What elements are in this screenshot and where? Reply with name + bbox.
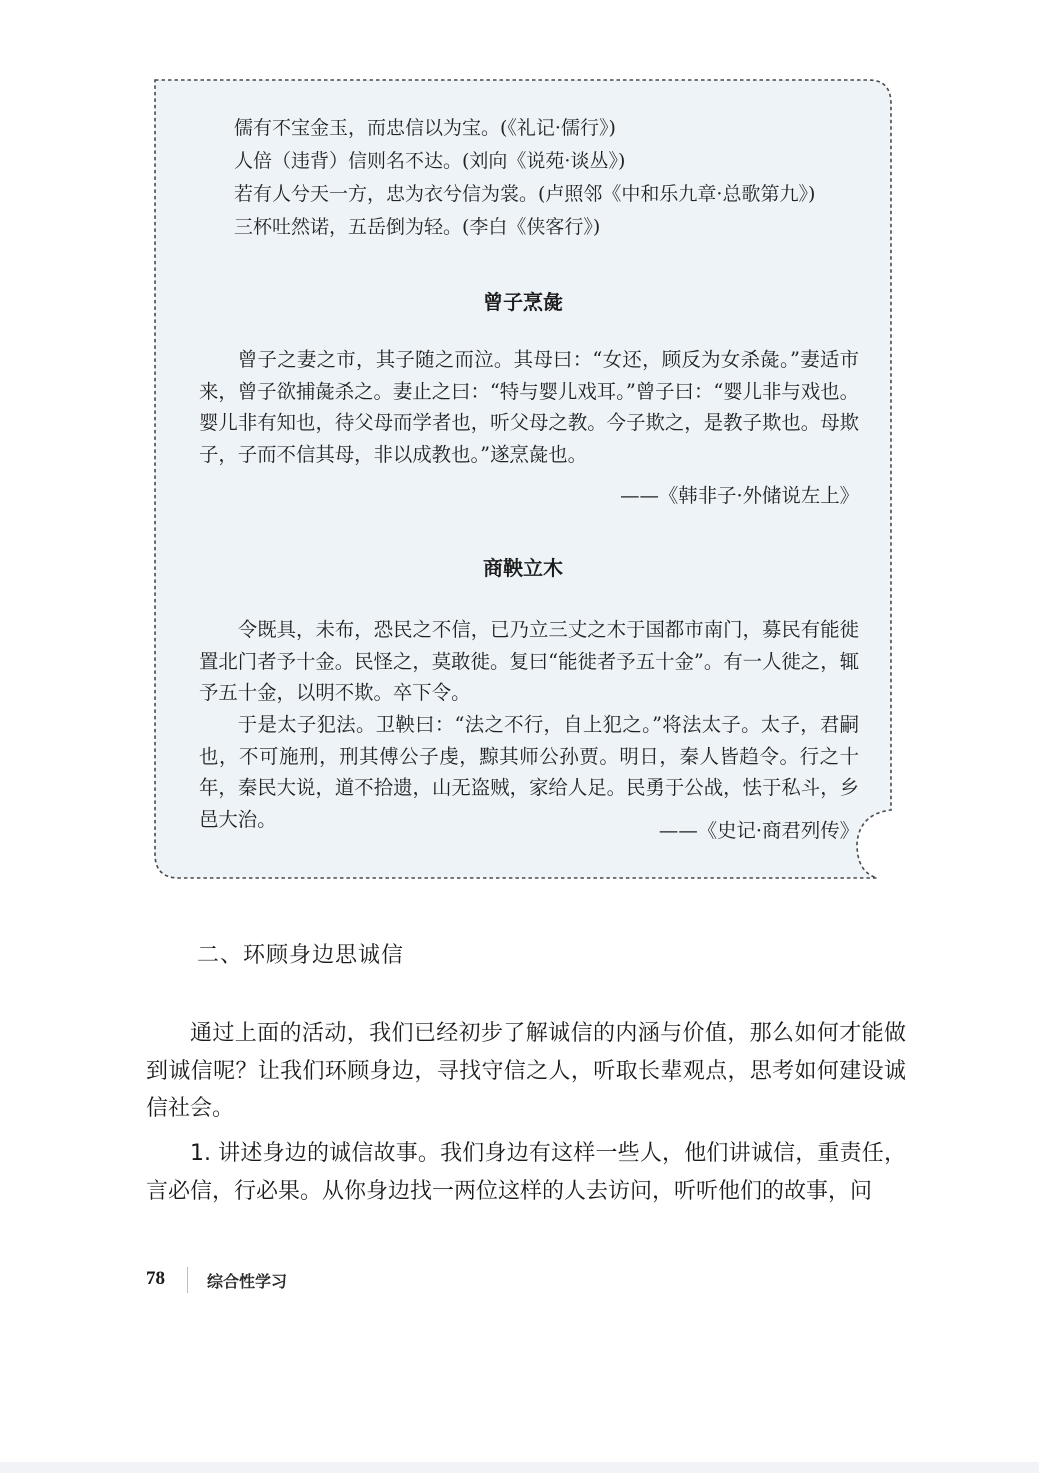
quote-libai: 三杯吐然诺，五岳倒为轻。(李白《侠客行》) [234, 216, 601, 238]
story-text-shangyang-2: 于是太子犯法。卫鞅曰：“法之不行，自上犯之。”将法太子。太子，君嗣也，不可施刑，刑其傅公子虔，黥其师公孙贾。明日，秦人皆趋令。行之十年，秦民大说，道不拾遗，山无盗贼，家给人足。民勇于公战，怯于私斗，乡邑大治。 [199, 713, 859, 832]
classical-quotes-box [153, 78, 893, 880]
section-heading: 二、环顾身边思诚信 [197, 943, 405, 968]
story-source-shiji: ——《史记·商君列传》 [658, 819, 859, 842]
page-number: 78 [146, 1268, 165, 1289]
activity-item-1: 1. 讲述身边的诚信故事。我们身边有这样一些人，他们讲诚信，重责任，言必信，行必果。从你身边找一两位这样的人去访问，听听他们的故事，问 [146, 1141, 906, 1204]
quote-shuoyuan: 人倍（违背）信则名不达。(刘向《说苑·谈丛》) [234, 150, 626, 172]
section-intro-paragraph: 通过上面的活动，我们已经初步了解诚信的内涵与价值，那么如何才能做到诚信呢？让我们环顾身边，寻找守信之人，听取长辈观点，思考如何建设诚信社会。 [146, 1021, 906, 1121]
footer-book-title: 综合性学习 [207, 1272, 288, 1291]
story-text-zengzi: 曾子之妻之市，其子随之而泣。其母曰：“女还，顾反为女杀彘。”妻适市来，曾子欲捕彘杀之。妻止之曰：“特与婴儿戏耳。”曾子曰：“婴儿非与戏也。婴儿非有知也，待父母而学者也，听父母之教。今子欺之，是教子欺也。母欺子，子而不信其母，非以成教也。”遂烹彘也。 [199, 348, 859, 467]
footer-divider [187, 1267, 188, 1293]
bottom-edge-strip [0, 1462, 1039, 1473]
story-title-shangyang: 商鞅立木 [483, 556, 563, 580]
story-title-zengzi: 曾子烹彘 [483, 290, 563, 314]
quote-liji: 儒有不宝金玉，而忠信以为宝。(《礼记·儒行》) [234, 117, 616, 139]
quote-luzhaolin: 若有人兮天一方，忠为衣兮信为裳。(卢照邻《中和乐九章·总歌第九》) [234, 183, 816, 205]
story-text-shangyang-1: 令既具，未布，恐民之不信，已乃立三丈之木于国都市南门，募民有能徙置北门者予十金。民怪之，莫敢徙。复曰“能徙者予五十金”。有一人徙之，辄予五十金，以明不欺。卒下令。 [199, 618, 859, 705]
story-source-hanfeizi: ——《韩非子·外储说左上》 [620, 484, 859, 507]
